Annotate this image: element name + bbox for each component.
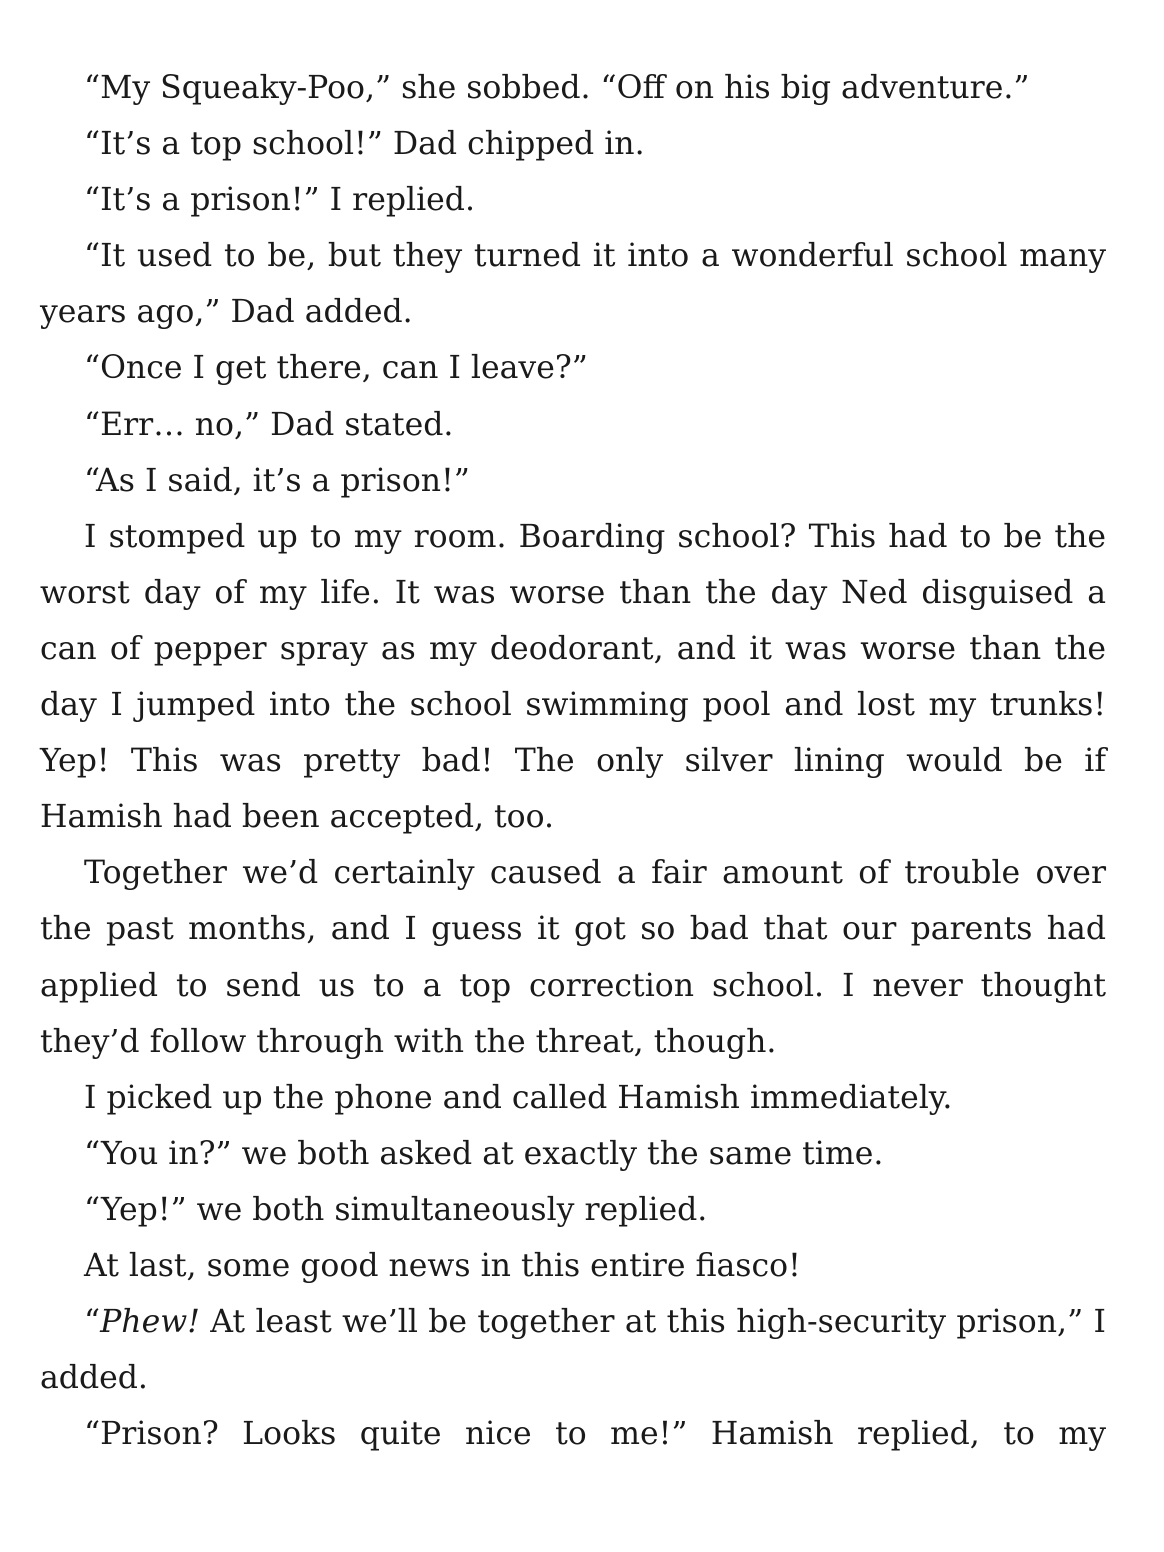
paragraph: “Err… no,” Dad stated. <box>84 406 454 443</box>
paragraph: “It used to be, but they turned it into a wonderful school many years ago,” Dad added. <box>40 238 1106 331</box>
paragraph: I picked up the phone and called Hamish immediately. <box>84 1079 953 1116</box>
paragraph: I stomped up to my room. Boarding school? This had to be the worst day of my life. It was worse than the day Ned disguised a can of pepper spray as my deodorant, and it was worse than the day I jumped into the school swimming pool and lost my trunks! Yep! This was pretty bad! The only silver lining would be if Hamish had been accepted, too. <box>40 518 1106 836</box>
paragraph: “My Squeaky-Poo,” she sobbed. “Off on his big adventure.” <box>84 70 1030 106</box>
paragraph: “It’s a prison!” I replied. <box>84 182 475 219</box>
paragraph <box>40 1294 1106 1406</box>
paragraph-rest: At least we’ll be together at this high-security prison,” I added. <box>40 1304 1106 1397</box>
paragraph: At last, some good news in this entire fiasco! <box>84 1247 801 1284</box>
book-page <box>40 60 1106 1462</box>
paragraph: “As I said, it’s a prison!” <box>84 462 470 499</box>
opening-quote: “ <box>84 1304 101 1341</box>
paragraph: “Prison? Looks quite nice to me!” Hamish replied, to my <box>84 1416 1106 1453</box>
paragraph: “You in?” we both asked at exactly the same time. <box>84 1135 884 1172</box>
paragraph: “It’s a top school!” Dad chipped in. <box>84 126 645 163</box>
italic-word: Phew! <box>100 1304 200 1341</box>
paragraph: “Yep!” we both simultaneously replied. <box>84 1191 708 1228</box>
paragraph: “Once I get there, can I leave?” <box>84 350 588 387</box>
paragraph: Together we’d certainly caused a fair amount of trouble over the past months, and I guess it got so bad that our parents had applied to send us to a top correction school. I never thought they’d follow through with the threat, though. <box>40 855 1106 1060</box>
